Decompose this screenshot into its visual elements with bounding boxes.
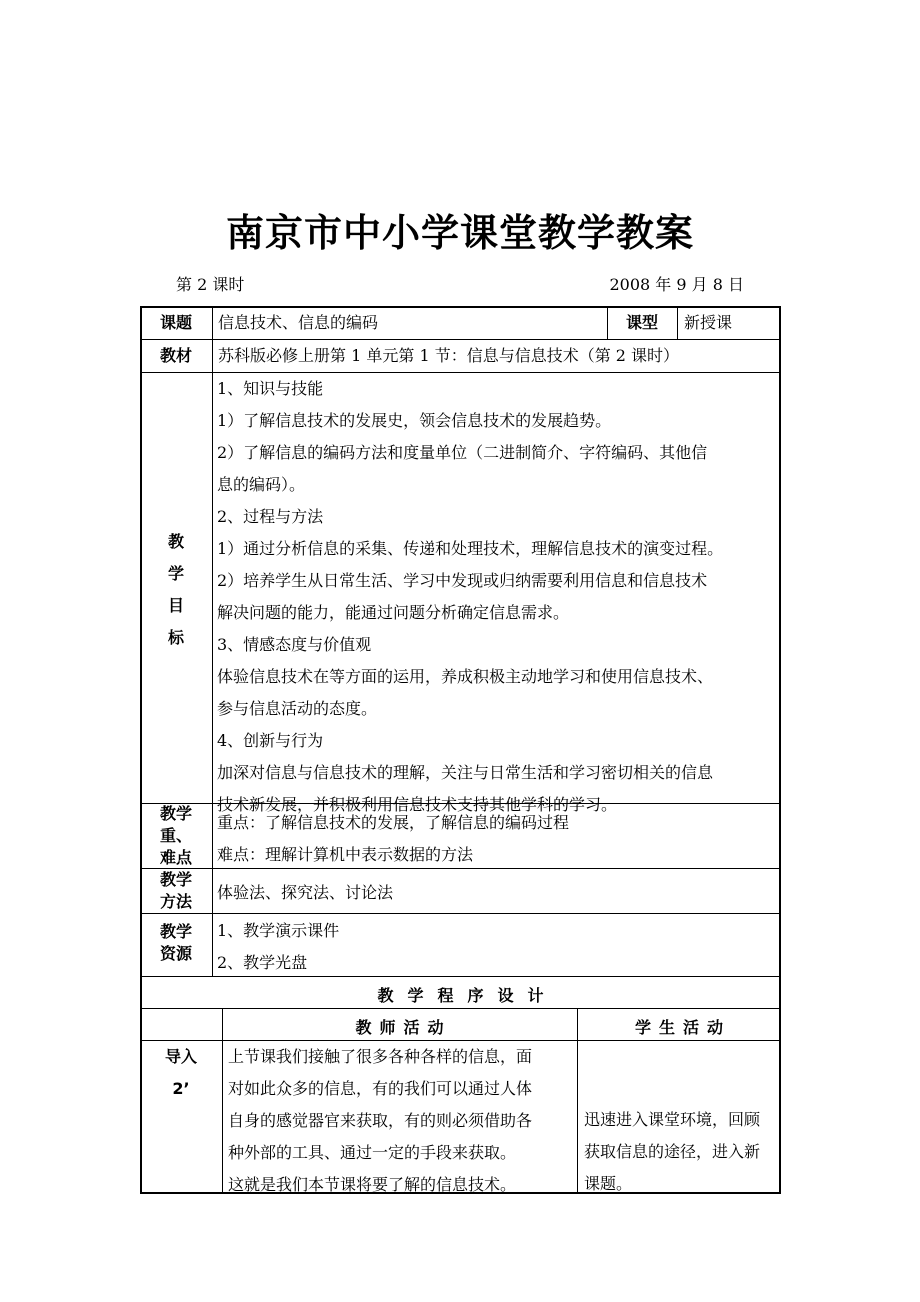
design-heading: 教学程序设计 <box>377 986 558 1005</box>
goal-line: 4、创新与行为 <box>217 731 324 750</box>
intro-stage: 导入 <box>164 1047 197 1066</box>
lesson-date: 2008 年 9 月 8 日 <box>609 275 744 294</box>
topic-value: 信息技术、信息的编码 <box>218 313 379 332</box>
resources-label-line: 资源 <box>159 944 192 963</box>
keypoint-line: 重点：了解信息技术的发展，了解信息的编码过程 <box>217 813 570 832</box>
goal-line: 息的编码）。 <box>217 475 306 494</box>
keypoint-line: 难点：理解计算机中表示数据的方法 <box>217 845 474 864</box>
goal-line: 1）通过分析信息的采集、传递和处理技术，理解信息技术的演变过程。 <box>217 539 724 558</box>
type-label: 课型 <box>625 313 658 332</box>
resources-content <box>217 915 339 979</box>
goals-content <box>217 373 777 821</box>
keypoints-label-line: 难点 <box>159 848 192 867</box>
methods-label-line: 教学 <box>159 870 192 889</box>
teacher-activity-header: 教师活动 <box>355 1018 452 1037</box>
goal-line: 参与信息活动的态度。 <box>217 699 378 718</box>
methods-value: 体验法、探究法、讨论法 <box>217 883 394 902</box>
teacher-line: 自身的感觉器官来获取，有的则必须借助各 <box>228 1111 533 1130</box>
intro-time: 2’ <box>172 1079 190 1098</box>
topic-label: 课题 <box>159 313 192 332</box>
keypoints-label <box>140 803 212 869</box>
goals-label-char: 教 <box>167 532 184 551</box>
goal-line: 解决问题的能力，能通过问题分析确定信息需求。 <box>217 603 570 622</box>
row-divider <box>140 913 781 914</box>
material-value: 苏科版必修上册第 1 单元第 1 节：信息与信息技术（第 2 课时） <box>218 346 680 365</box>
column-divider <box>212 306 213 976</box>
type-value: 新授课 <box>684 313 733 332</box>
teacher-line: 上节课我们接触了很多各种各样的信息，面 <box>228 1047 533 1066</box>
goals-label-char: 标 <box>167 628 184 647</box>
goal-line: 体验信息技术在等方面的运用，养成积极主动地学习和使用信息技术、 <box>217 667 714 686</box>
teacher-line: 对如此众多的信息，有的我们可以通过人体 <box>228 1079 533 1098</box>
resources-label-line: 教学 <box>159 922 192 941</box>
methods-label <box>140 869 212 913</box>
goals-label-char: 目 <box>167 596 184 615</box>
keypoints-label-line: 重、 <box>159 826 192 845</box>
row-divider <box>140 1008 781 1009</box>
teacher-activity-content <box>228 1041 532 1201</box>
resources-label <box>140 921 212 965</box>
student-line: 迅速进入课堂环境，回顾 <box>584 1110 761 1129</box>
student-activity-header: 学生活动 <box>634 1018 731 1037</box>
goal-line: 2、过程与方法 <box>217 507 324 526</box>
keypoints-content <box>217 807 569 871</box>
material-label: 教材 <box>159 346 192 365</box>
goal-line: 2）了解信息的编码方法和度量单位（二进制简介、字符编码、其他信 <box>217 443 708 462</box>
teacher-line: 种外部的工具、通过一定的手段来获取。 <box>228 1143 517 1162</box>
intro-label <box>140 1046 222 1100</box>
goal-line: 2）培养学生从日常生活、学习中发现或归纳需要利用信息和信息技术 <box>217 571 708 590</box>
goal-line: 3、情感态度与价值观 <box>217 635 372 654</box>
teacher-line: 这就是我们本节课将要了解的信息技术。 <box>228 1175 517 1194</box>
goals-label-char: 学 <box>167 564 184 583</box>
methods-label-line: 方法 <box>159 892 192 911</box>
resource-line: 2、教学光盘 <box>217 953 308 972</box>
resource-line: 1、教学演示课件 <box>217 921 340 940</box>
student-line: 获取信息的途径，进入新 <box>584 1142 761 1161</box>
goal-line: 加深对信息与信息技术的理解，关注与日常生活和学习密切相关的信息 <box>217 763 714 782</box>
column-divider <box>677 306 678 339</box>
student-activity-content <box>584 1104 760 1200</box>
lesson-number: 第 2 课时 <box>176 275 245 294</box>
goal-line: 1、知识与技能 <box>217 379 324 398</box>
page-title: 南京市中小学课堂教学教案 <box>225 211 694 255</box>
student-line: 课题。 <box>584 1174 633 1193</box>
goal-line: 技术新发展，并积极利用信息技术支持其他学科的学习。 <box>217 795 618 814</box>
keypoints-label-line: 教学 <box>159 804 192 823</box>
goals-label <box>140 526 212 654</box>
goal-line: 1）了解信息技术的发展史，领会信息技术的发展趋势。 <box>217 411 612 430</box>
